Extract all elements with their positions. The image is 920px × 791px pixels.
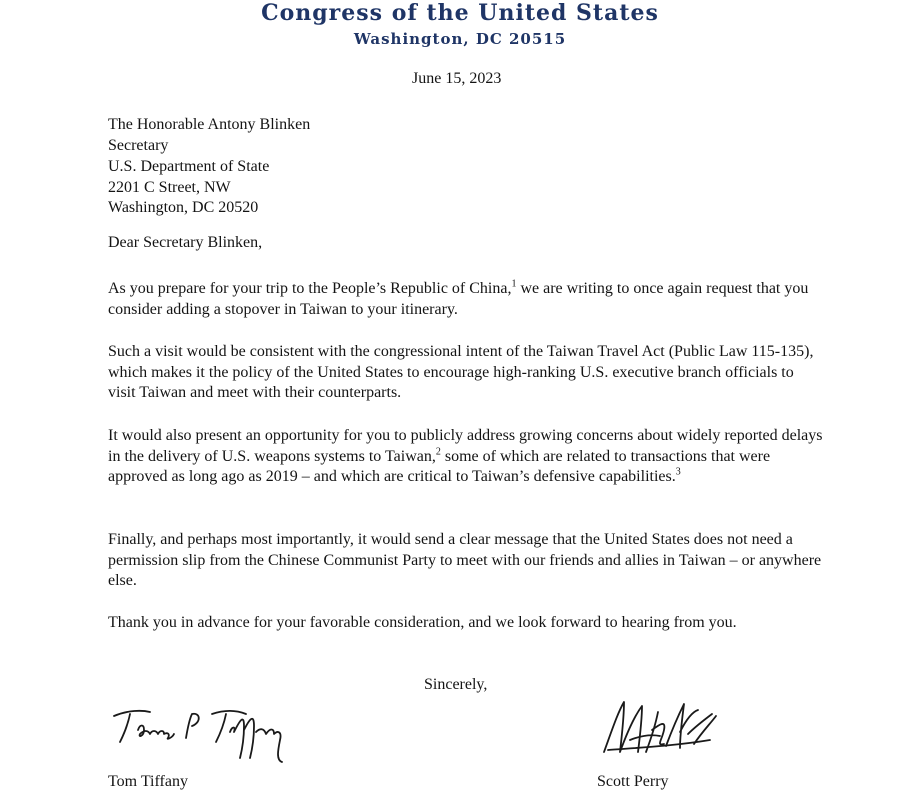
body-text: we are writing to once again request that you consider adding a stopover in Taiwan to your itinerary. [108, 280, 809, 318]
body-text: some of which are related to transactions that were approved as long ago as 2019 – and which are critical to Taiwan’s defensive capabilities. [108, 447, 771, 485]
letterhead-subtitle: Washington, DC 20515 [353, 30, 567, 48]
recipient-city: Washington, DC 20520 [108, 199, 259, 216]
signature-scott-perry [594, 690, 724, 772]
body-paragraph-4: Finally, and perhaps most importantly, it would send a clear message that the United States does not need a permission slip from the Chinese Communist Party to meet with our friends and allies in Taiwan – or anywhere else. [108, 531, 822, 589]
body-text: It would also present an opportunity for you to publicly address growing concerns about widely reported delays in the delivery of U.S. weapons systems to Taiwan, [108, 427, 823, 465]
recipient-name: The Honorable Antony Blinken [108, 116, 311, 133]
body-paragraph-3 [108, 426, 823, 488]
signer-name-tiffany: Tom Tiffany [108, 773, 188, 790]
footnote-marker: 3 [675, 466, 681, 478]
recipient-street: 2201 C Street, NW [108, 179, 231, 196]
letter-date: June 15, 2023 [412, 70, 502, 87]
body-paragraph-1 [108, 279, 823, 320]
signature-tom-tiffany [108, 700, 298, 770]
recipient-department: U.S. Department of State [108, 158, 270, 175]
recipient-title: Secretary [108, 137, 169, 154]
salutation: Dear Secretary Blinken, [108, 234, 263, 251]
footnote-marker: 1 [511, 278, 517, 290]
body-text: As you prepare for your trip to the People’s Republic of China, [108, 280, 512, 297]
signer-name-perry: Scott Perry [597, 773, 669, 790]
footnote-marker: 2 [435, 446, 441, 458]
body-paragraph-2: Such a visit would be consistent with the congressional intent of the Taiwan Travel Act (Public Law 115-135), which makes it the policy of the United States to encourage high-ranking U.S. executive branch officials to visit Taiwan and meet with their counterparts. [108, 343, 814, 401]
body-paragraph-5: Thank you in advance for your favorable consideration, and we look forward to hearing from you. [108, 614, 737, 631]
letterhead-title: Congress of the United States [261, 0, 659, 26]
closing: Sincerely, [424, 676, 488, 693]
